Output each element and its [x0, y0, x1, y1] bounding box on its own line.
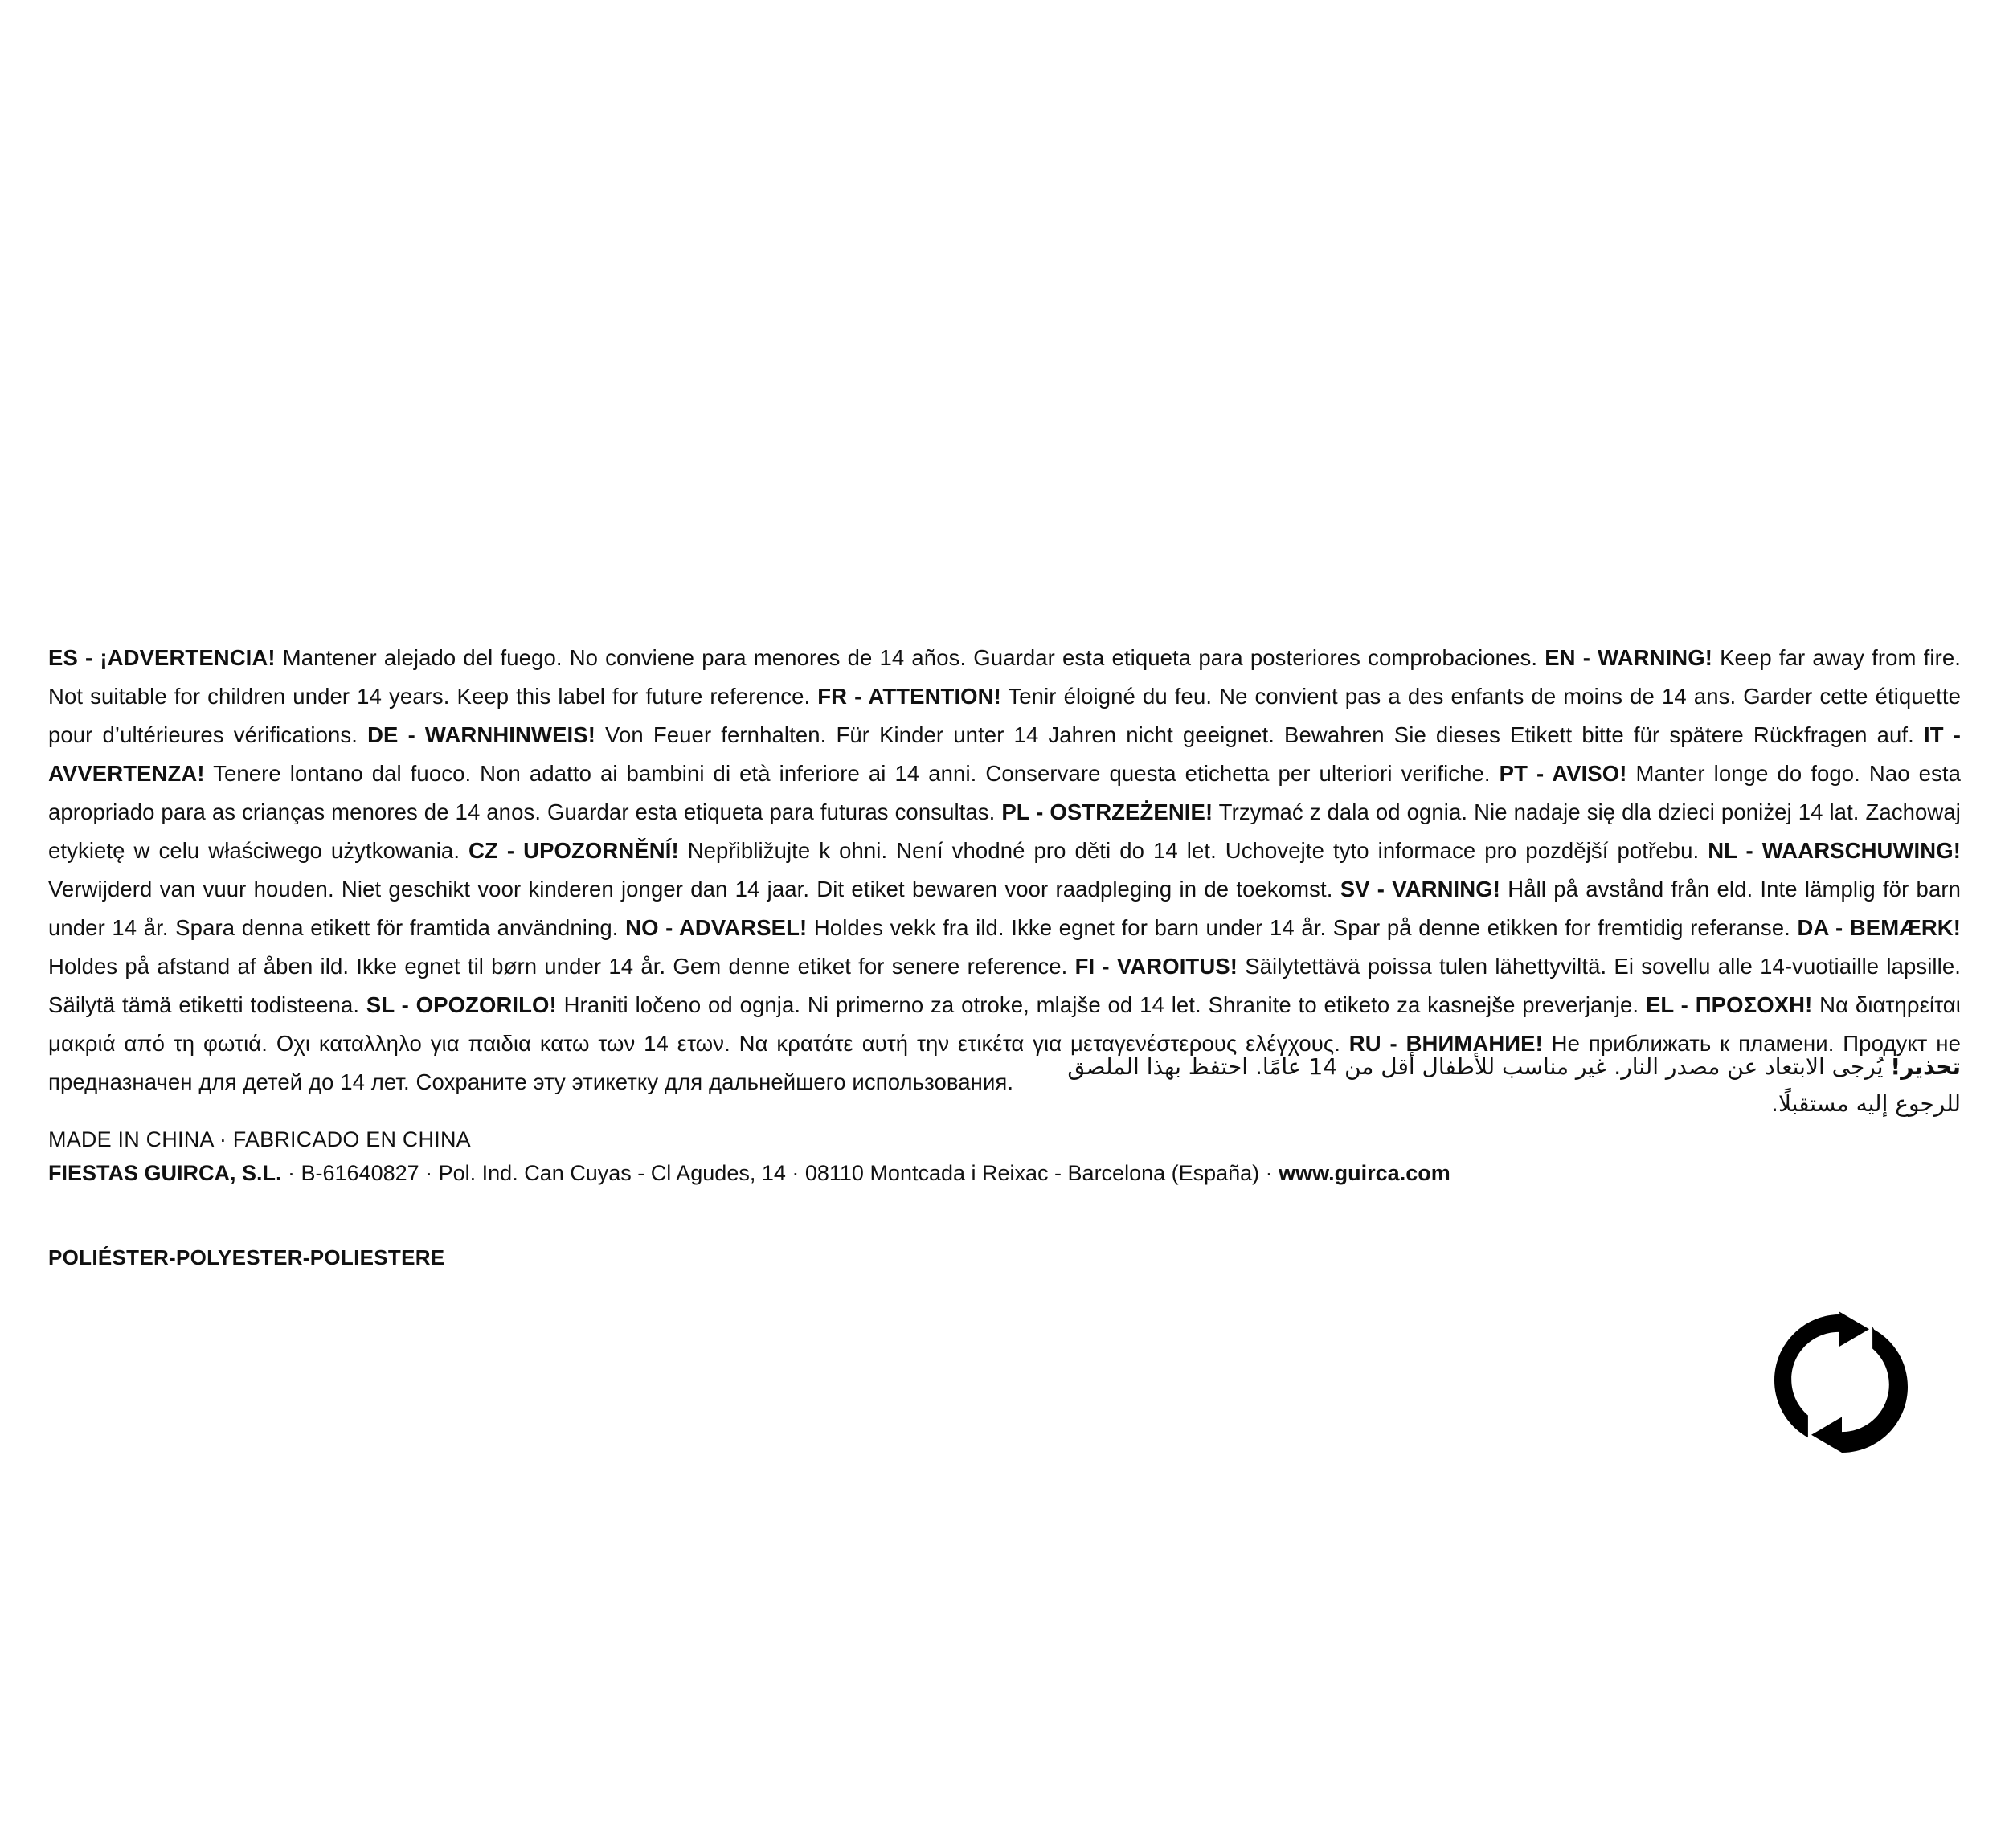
warning-text-cz: Nepřibližujte k ohni. Není vhodné pro děti do 14 let. Uchovejte tyto informace pro pozdější potřebu.	[678, 838, 1708, 863]
arabic-warning-paragraph	[1061, 1049, 1961, 1122]
warning-text-fi: Säilytettävä poissa tulen lähettyviltä. Ei sovellu alle 14-vuotiaille lapsille. Säilytä tämä etiketti todisteena.	[48, 954, 1961, 1017]
warning-text-en: Keep far away from fire. Not suitable for children under 14 years. Keep this label for future reference.	[48, 645, 1961, 709]
warning-lang-cz: CZ - UPOZORNĚNÍ!	[468, 838, 679, 863]
warning-text-sl: Hraniti ločeno od ognja. Ni primerno za otroke, mlajše od 14 let. Shranite to etiketo za kasnejše preverjanje.	[556, 992, 1646, 1017]
warning-text-el: Να διατηρείται μακριά από τη φωτιά. Οχι καταλληλο για παιδια κατω των 14 ετων. Να κρατάτε αυτή την ετικέτα για μεταγενέστερους ελέγχους.	[48, 992, 1961, 1056]
warning-lang-el: EL - ΠΡΟΣΟΧΗ!	[1645, 992, 1813, 1017]
warning-text-pl: Trzymać z dala od ognia. Nie nadaje się dla dzieci poniżej 14 lat. Zachowaj etykietę w celu właściwego użytkowania.	[48, 799, 1961, 863]
warning-lang-sl: SL - OPOZORILO!	[366, 992, 557, 1017]
warning-segment-de	[367, 722, 1924, 747]
warning-lang-sv: SV - VARNING!	[1340, 877, 1501, 902]
warning-text-no: Holdes vekk fra ild. Ikke egnet for barn under 14 år. Spar på denne etikken for fremtidig referanse.	[807, 915, 1798, 940]
warning-text-de: Von Feuer fernhalten. Für Kinder unter 14 Jahren nicht geeignet. Bewahren Sie dieses Etikett bitte für spätere Rückfragen auf.	[595, 722, 1925, 747]
green-dot-recycling-icon	[1764, 1310, 1917, 1462]
warning-lang-de: DE - WARNHINWEIS!	[367, 722, 595, 747]
made-in-line: MADE IN CHINA · FABRICADO EN CHINA	[48, 1127, 471, 1151]
warning-text-es: Mantener alejado del fuego. No conviene para menores de 14 años. Guardar esta etiqueta para posteriores comprobaciones.	[275, 645, 1545, 670]
warning-lang-da: DA - BEMÆRK!	[1797, 915, 1962, 940]
warning-text-ru: Не приближать к пламени. Продукт не предназначен для детей до 14 лет. Сохраните эту этикетку для дальнейшего использования.	[48, 1031, 1961, 1094]
company-website[interactable]: www.guirca.com	[1279, 1161, 1450, 1185]
warning-lang-fr: FR - ATTENTION!	[817, 684, 1001, 709]
arabic-warning-text: يُرجى الابتعاد عن مصدر النار. غير مناسب للأطفال أقل من 14 عامًا. احتفظ بهذا الملصق للرجوع إليه مستقبلًا.	[1067, 1053, 1961, 1117]
multilingual-warning-paragraph	[48, 639, 1961, 1102]
arabic-warning-label: تحذير!	[1890, 1053, 1961, 1080]
warning-text-pt: Manter longe do fogo. Nao esta apropriado para as crianças menores de 14 anos. Guardar esta etiqueta para futuras consultas.	[48, 761, 1961, 824]
warning-text-it: Tenere lontano dal fuoco. Non adatto ai bambini di età inferiore ai 14 anni. Conservare questa etichetta per ulteriori verifiche.	[204, 761, 1500, 786]
warning-lang-pl: PL - OSTRZEŻENIE!	[1001, 799, 1213, 824]
warning-lang-fi: FI - VAROITUS!	[1074, 954, 1238, 979]
warning-lang-it: IT - AVVERTENZA!	[48, 722, 1962, 786]
company-details: · B-61640827 · Pol. Ind. Can Cuyas - Cl Agudes, 14 · 08110 Montcada i Reixac - Barcelona (España) ·	[281, 1161, 1279, 1185]
warning-segment-no	[625, 915, 1797, 940]
warning-lang-nl: NL - WAARSCHUWING!	[1708, 838, 1961, 863]
warning-lang-no: NO - ADVARSEL!	[625, 915, 808, 940]
warning-segment-es	[48, 645, 1545, 670]
company-name: FIESTAS GUIRCA, S.L.	[48, 1161, 282, 1185]
warning-lang-pt: PT - AVISO!	[1499, 761, 1627, 786]
warning-text-sv: Håll på avstånd från eld. Inte lämplig för barn under 14 år. Spara denna etikett för framtida användning.	[48, 877, 1961, 940]
warning-lang-en: EN - WARNING!	[1545, 645, 1712, 670]
warning-segment-cz	[468, 838, 1708, 863]
warning-text-nl: Verwijderd van vuur houden. Niet geschikt voor kinderen jonger dan 14 jaar. Dit etiket bewaren voor raadpleging in de toekomst.	[48, 877, 1340, 902]
warning-lang-es: ES - ¡ADVERTENCIA!	[48, 645, 276, 670]
warning-segment-sl	[366, 992, 1646, 1017]
material-composition-line: POLIÉSTER-POLYESTER-POLIESTERE	[48, 1245, 445, 1269]
warning-lang-ru: RU - ВНИМАНИЕ!	[1348, 1031, 1543, 1056]
warning-text-da: Holdes på afstand af åben ild. Ikke egnet til børn under 14 år. Gem denne etiket for senere reference.	[48, 954, 1075, 979]
warning-text-fr: Tenir éloigné du feu. Ne convient pas a des enfants de moins de 14 ans. Garder cette étiquette pour d’ultérieures vérifications.	[48, 684, 1961, 747]
company-address-line	[48, 1157, 1450, 1189]
